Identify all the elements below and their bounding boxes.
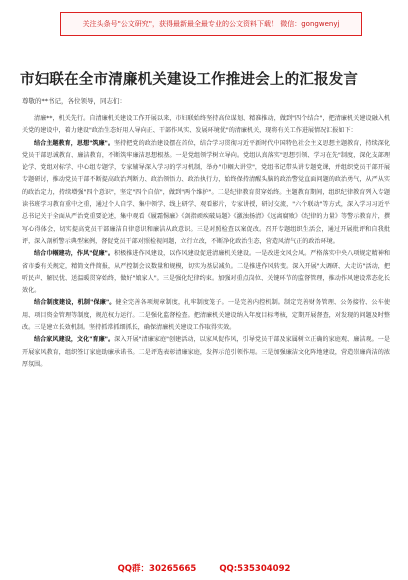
paragraph-text: 健全完善各项规章制度，扎牢制度笼子。一是完善内控机制。制定完善财务管理、公务接待、公车使用、项目资金管理等制度，规范权力运行。二是强化监督检查。把清廉机关建设纳入年度目标考核，定期开展督查，对发现的问题及时整改。三是建立长效机制。坚持抓常抓细抓长，确保清廉机关建设工作取得实效。	[22, 299, 390, 332]
paragraph-text: 深入开展"清廉家庭"创建活动，以家风促作风，引导党员干部及家属树立正确的家庭观、廉洁观。一是开展家风教育，组织签订家庭助廉承诺书。二是评选表彰清廉家庭，发挥示范引领作用。三是加强廉洁文化阵地建设，营造崇廉尚洁的浓厚氛围。	[22, 336, 390, 368]
paragraph-lead: 结合家风建设，文化"育廉"。	[34, 336, 115, 344]
document-title: 市妇联在全市清廉机关建设工作推进会上的汇报发言	[20, 72, 359, 88]
footer-contact	[0, 562, 408, 574]
paragraph-text: 积极推进作风建设，以作风建设促进清廉机关建设。一是改进文风会风。严格落实中央八项规定精神和省市委有关规定，精简文件简报，从严控制会议数量和规模，切实为基层减负。二是推进作风转变。深入开展"大调研、大走访"活动，把听民声、解民忧、送温暖贯穿始终，做好"娘家人"。三是强化纪律约束。加强对重点岗位、关键环节的监督管理，推动作风建设常态化长效化。	[22, 250, 390, 295]
paragraph	[22, 138, 390, 249]
paragraph	[22, 248, 390, 297]
paragraph-lead: 结合制度建设，机制"保廉"。	[34, 299, 116, 307]
paragraph	[22, 113, 390, 138]
document-body	[22, 113, 390, 555]
banner-text: 关注头条号"公文研究"，获得最新最全最专业的公文资料下载！ 微信：gongwenyj	[82, 19, 340, 28]
paragraph-text: 坚持把党的政治建设摆在首位，结合学习贯彻习近平新时代中国特色社会主义思想主题教育，持续深化党员干部思诚教育、廉洁教育，不断筑牢廉洁思想根基。一是党组领学树立导向。党组认真落实"思想引领、学习在先"制度，深化支部理论学、党组对标学、中心组专题学，专家辅导深入学习的学习机制，举办"巾帼大讲堂"，党组书记带头讲专题党课，并组织党员干部开展专题研讨，推动党员干部不断提高政治判断力、政治领悟力、政治执行力，始终保持清醒头脑的政治警觉直面问题的政治勇气，从严从实的政治定力，持续增强"四个意识"，坚定"四个自信"，做到"两个维护"。二是纪律教育贯穿始终。主题教育期间，组织纪律教育列入专题读书班学习教育重中之重，通过个人自学、集中领学、线上研学、观看影片，专家讲授，研讨交流，"六个联动"等方式，深入学习习近平总书记关于全面从严治党重要论述，集中观看《履霜惕廉》《剑指顽疾破局题》《激浊扬清》《远离腐败》《纪律的力量》等警示教育片，撰写心得体会，切实提高党员干部廉洁自律意识和廉洁从政意识。三是对照检查以案促改。召开专题组织生活会，通过开展批评和自我批评，深入剖析警示典型案例，督促党员干部对照检视问题，立行立改，不断净化政治生态，营造风清气正的政治环境。	[22, 139, 390, 245]
paragraph	[22, 297, 390, 334]
paragraph	[22, 334, 390, 371]
header-banner	[60, 12, 362, 36]
paragraph-lead: 结合主题教育，思想"筑廉"。	[34, 139, 115, 147]
paragraph-lead: 结合巾帼建功，作风"促廉"。	[34, 250, 115, 258]
qq-group-text: QQ群：30265665	[117, 564, 197, 574]
salutation: 尊敬的**书记，各位领导，同志们：	[22, 97, 126, 105]
qq-text: QQ:535304092	[219, 564, 291, 574]
paragraph-text: 清廉**，机关先行。自清廉机关建设工作开展以来，市妇联始终坚持高位谋划、精准推动，做到"四个结合"，把清廉机关建设融入机关党的建设中，着力建设"政治生态好用人导向正、干部作风实、发展环境优"的清廉机关，现将有关工作进展情况汇报如下：	[22, 115, 390, 135]
